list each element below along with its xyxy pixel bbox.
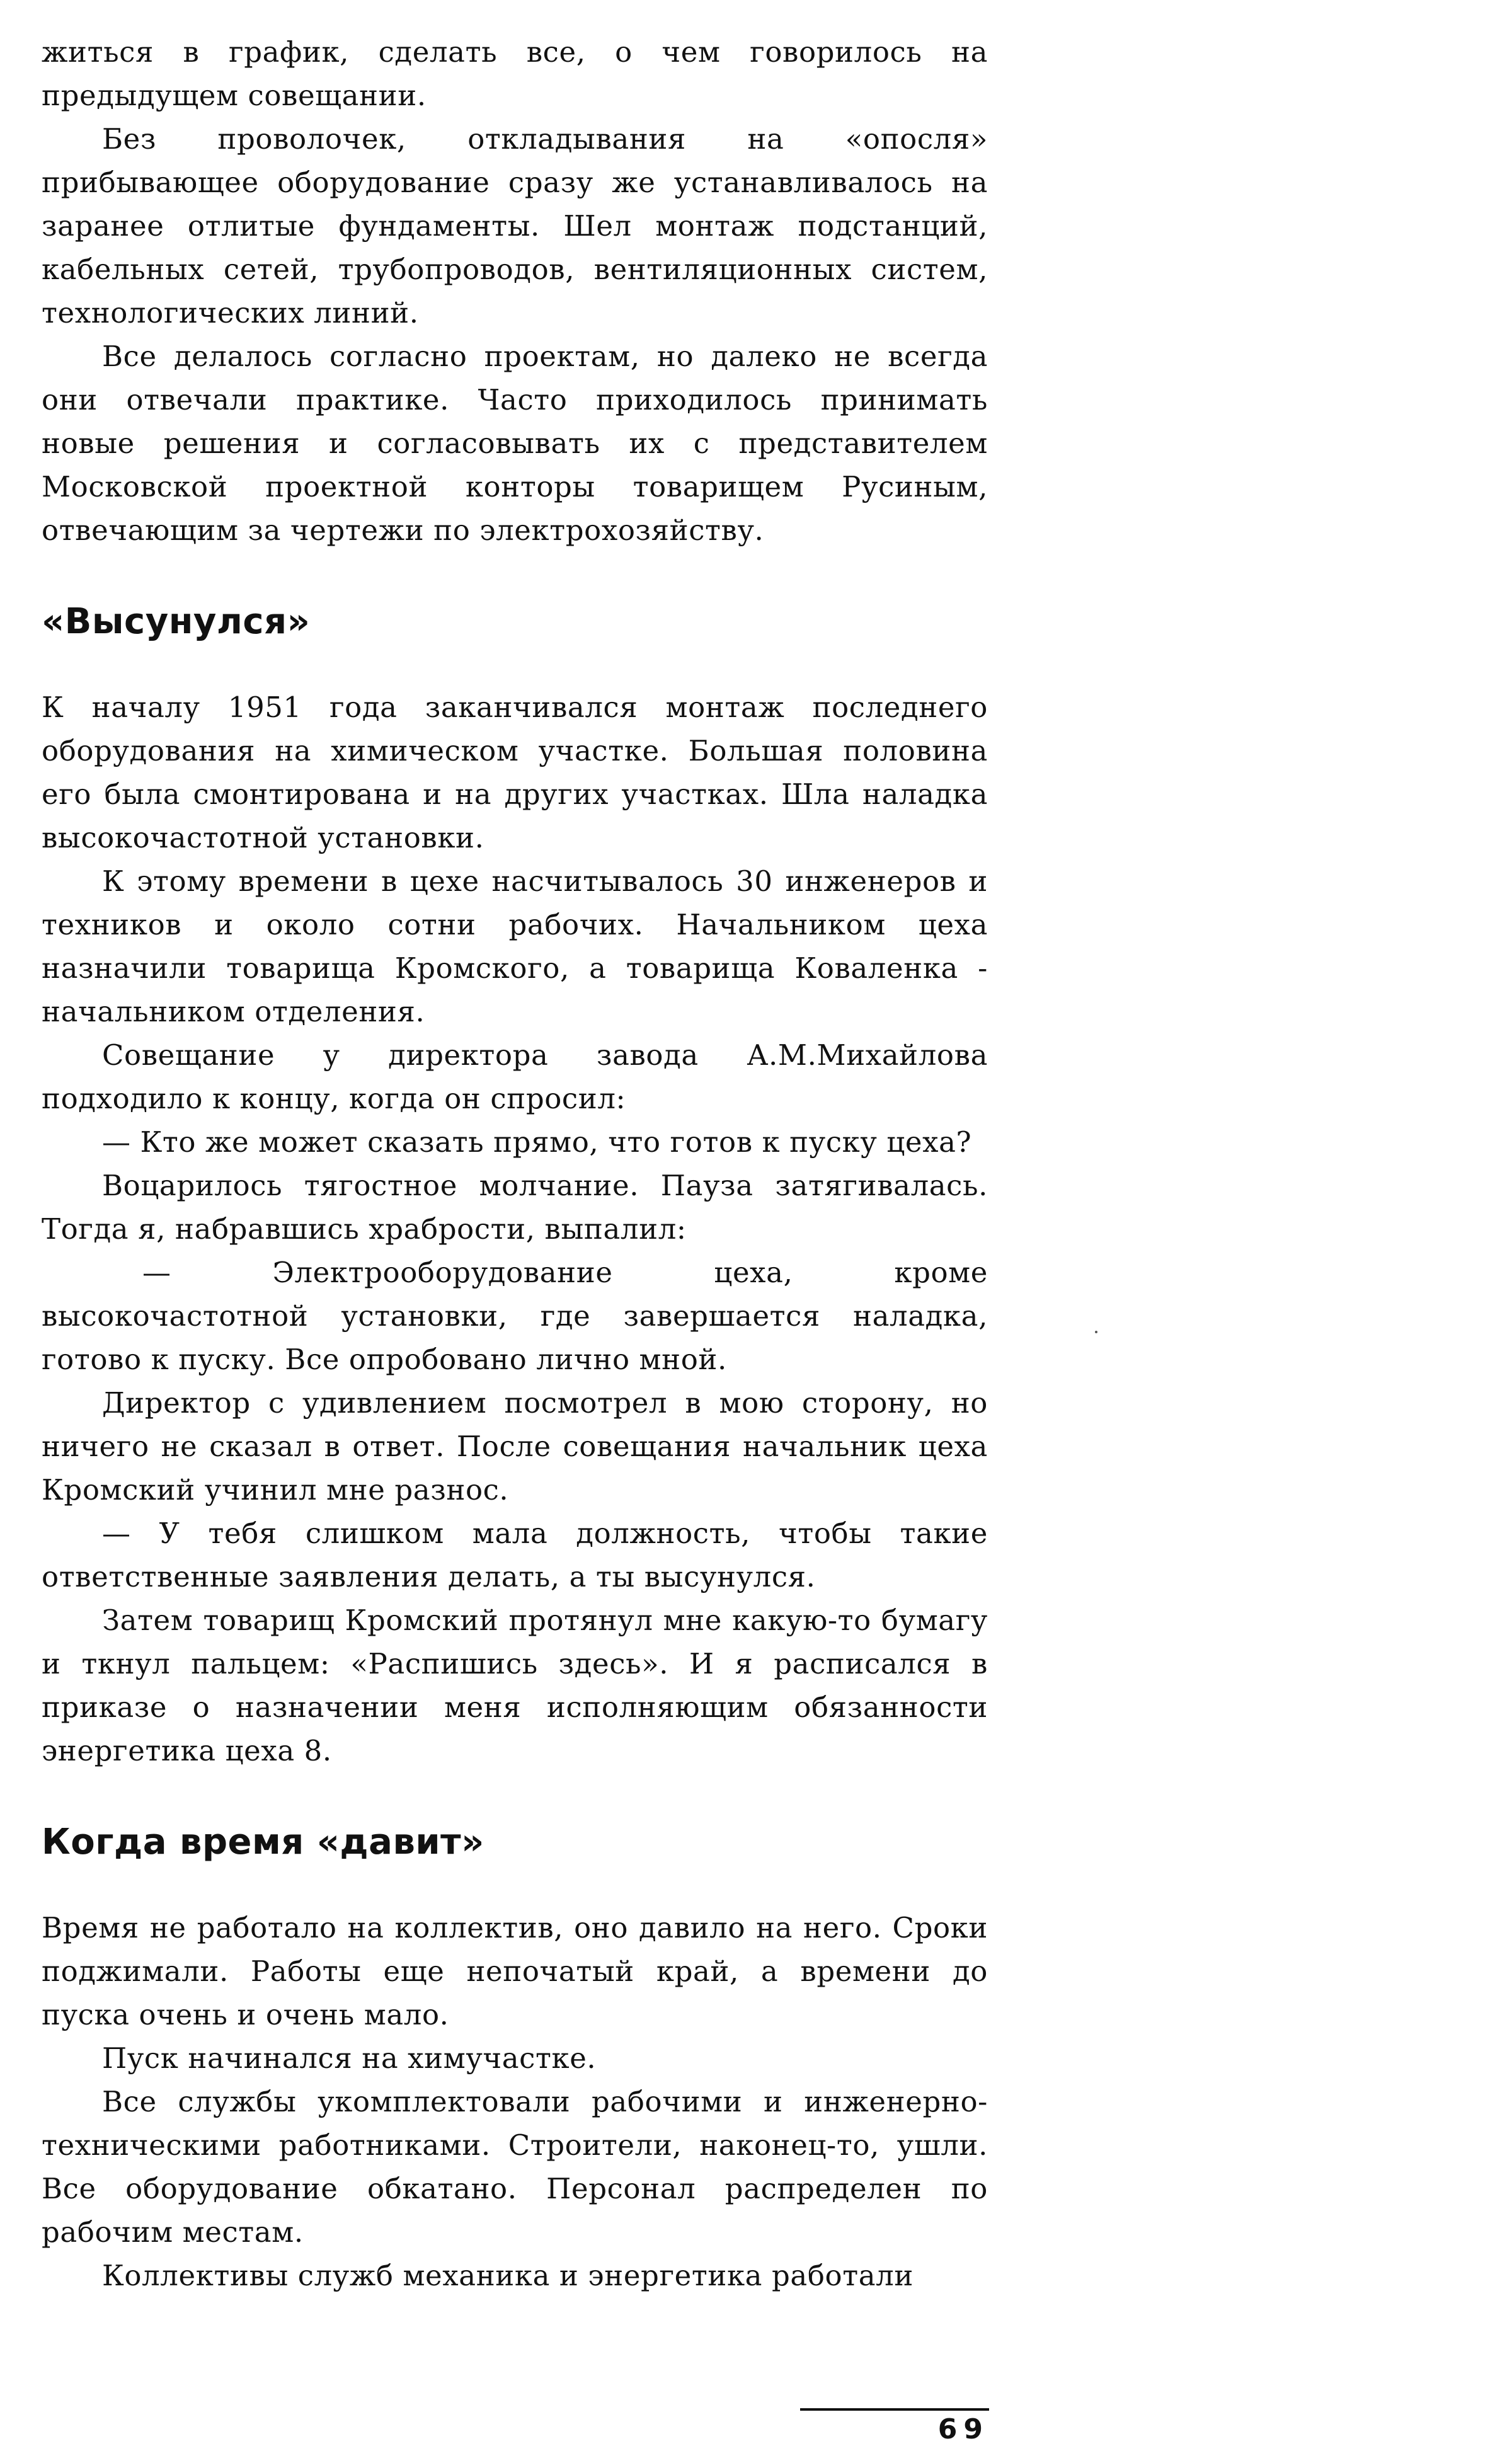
print-speck — [1095, 1331, 1097, 1333]
section-heading-vysunulsya: «Высунулся» — [42, 601, 311, 642]
paragraph: Затем товарищ Кромский протянул мне какую-то бумагу и ткнул пальцем: «Распишись здесь». И я расписался в приказе о назначении меня исполняющим обязанности энергетика цеха 8. — [42, 1604, 988, 1767]
paragraph: Все службы укомплектовали рабочими и инженерно-техническими работниками. Строители, наконец-то, ушли. Все оборудование обкатано. Персонал распределен по рабочим местам. — [42, 2085, 988, 2249]
paragraph: Без проволочек, откладывания на «опосля» прибывающее оборудование сразу же устанавливалось на заранее отлитые фундаменты. Шел монтаж подстанций, кабельных сетей, трубопроводов, вентиляционных систем, технологических линий. — [42, 122, 988, 330]
dialogue-line: — Электрооборудование цеха, кроме высокочастотной установки, где завершается наладка, готово к пуску. Все опробовано лично мной. — [42, 1256, 988, 1376]
section-heading-kogda-vremya-davit: Когда время «давит» — [42, 1822, 484, 1863]
paragraph: Все делалось согласно проектам, но далеко не всегда они отвечали практике. Часто приходилось принимать новые решения и согласовывать их с представителем Московской проектной конторы товарищем Русиным, отвечающим за чертежи по электрохозяйству. — [42, 340, 988, 547]
spacer — [42, 1864, 988, 1906]
paragraph: К началу 1951 года заканчивался монтаж последнего оборудования на химическом участке. Большая половина его была смонтирована и на других участках. Шла наладка высокочастотной установки. — [42, 691, 988, 854]
paragraph: Совещание у директора завода А.М.Михайлова подходило к концу, когда он спросил: — [42, 1038, 988, 1115]
paragraph: Коллективы служб механика и энергетика работали — [102, 2259, 914, 2292]
paragraph: Воцарилось тягостное молчание. Пауза затягивалась. Тогда я, набравшись храбрости, выпалил: — [42, 1169, 988, 1246]
paragraph: Директор с удивлением посмотрел в мою сторону, но ничего не сказал в ответ. После совещания начальник цеха Кромский учинил мне разнос. — [42, 1386, 988, 1507]
paragraph: Пуск начинался на химучастке. — [102, 2041, 597, 2075]
page-number: 69 — [937, 2413, 989, 2445]
spacer — [42, 644, 988, 686]
spacer — [42, 552, 988, 600]
dialogue-line: — Кто же может сказать прямо, что готов к пуску цеха? — [102, 1125, 972, 1159]
paragraph: К этому времени в цехе насчитывалось 30 инженеров и техников и около сотни рабочих. Начальником цеха назначили товарища Кромского, а товарища Коваленка - начальником отделения. — [42, 864, 988, 1028]
spacer — [42, 1772, 988, 1820]
paragraph: житься в график, сделать все, о чем говорилось на предыдущем совещании. — [42, 35, 988, 112]
text-column — [42, 30, 988, 2297]
paragraph: Время не работало на коллектив, оно давило на него. Сроки поджимали. Работы еще непочатый край, а времени до пуска очень и очень мало. — [42, 1911, 988, 2031]
footer-rule — [800, 2408, 989, 2411]
dialogue-line: — У тебя слишком мала должность, чтобы такие ответственные заявления делать, а ты высунулся. — [42, 1517, 988, 1593]
